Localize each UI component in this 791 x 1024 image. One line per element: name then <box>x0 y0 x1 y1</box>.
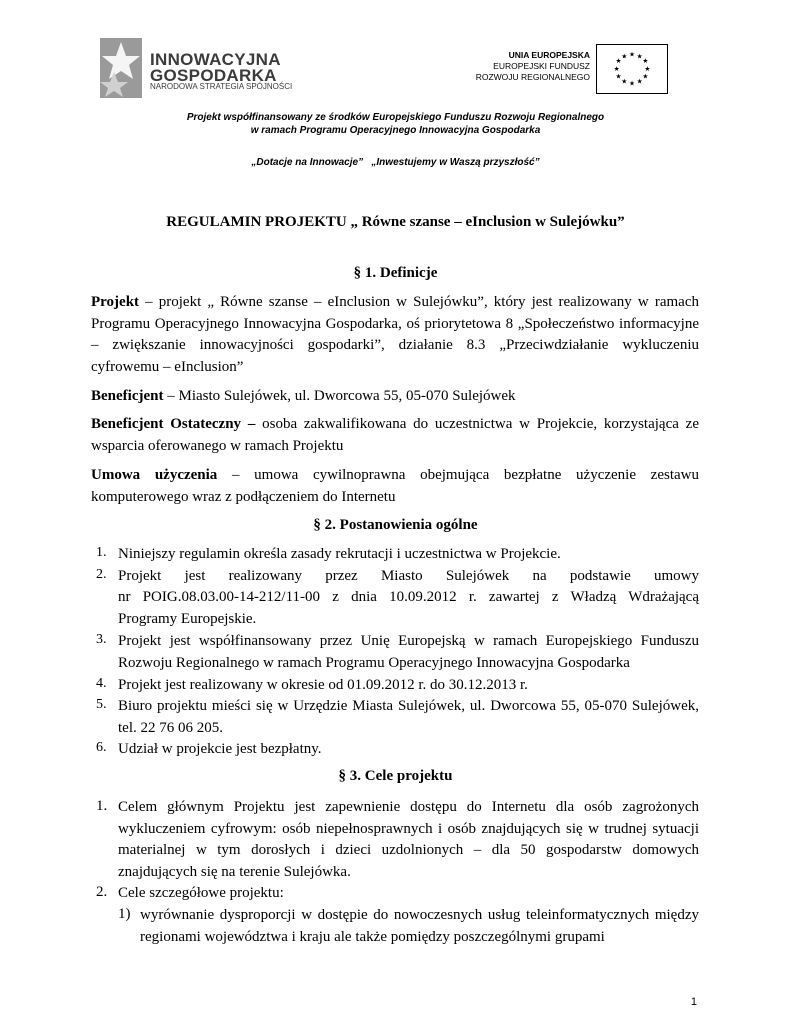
svg-text:★: ★ <box>621 52 628 61</box>
eu-logo-line3: ROZWOJU REGIONALNEGO <box>475 72 590 82</box>
svg-text:★: ★ <box>628 50 636 59</box>
cofinance-line2: w ramach Programu Operacyjnego Innowacyjna Gospodarka <box>250 125 541 136</box>
list-item-line: nr POIG.08.03.00-14-212/11-00 z dnia 10.09.2012 r. zawartej z Władzą Wdrażającą <box>118 589 699 605</box>
svg-text:★: ★ <box>636 52 643 61</box>
eu-logo-line1: UNIA EUROPEJSKA <box>508 50 590 60</box>
list-item-line: Programy Europejskie. <box>118 611 257 627</box>
cofinance-line1: Projekt współfinansowany ze środków Europejskiego Funduszu Rozwoju Regionalnego <box>186 112 605 123</box>
list-item-number: 2. <box>96 884 108 900</box>
list-item: Projekt jest współfinansowany przez Unię Europejską w ramach Europejskiego Funduszu Rozwoju Regionalnego w ramach Programu Operacyjnego Innowacyjna Gospodarka <box>118 633 699 671</box>
list-item-number: 5. <box>96 697 107 712</box>
definition-text: – projekt „ Równe szanse – eInclusion w Sulejówku”, który jest realizowany w ramach Programu Operacyjnego Innowacyjna Gospodarka, oś priorytetowa 8 „Społeczeństwo informacyjne – zwiększanie innowacyjności gospodarki”, działanie 8.3 „Przeciwdziałanie wykluczeniu cyfrowemu – eInclusion” <box>91 294 699 375</box>
definition-text: osoba zakwalifikowana do uczestnictwa w Projekcie, korzystająca ze wsparcia oferowanego w ramach Projektu <box>91 416 699 454</box>
list-item-line: Projekt jest realizowany przez Miasto Sulejówek na podstawie umowy <box>118 568 699 584</box>
svg-text:★: ★ <box>615 57 622 66</box>
list-item: Biuro projektu mieści się w Urzędzie Miasta Sulejówek, ul. Dworcowa 55, 05-070 Sulejówek, tel. 22 76 06 205. <box>118 698 699 736</box>
definition-term: Beneficjent <box>91 388 164 404</box>
definition-umowa <box>91 465 699 508</box>
eu-logo-line2: EUROPEJSKI FUNDUSZ <box>493 61 590 71</box>
svg-text:★: ★ <box>644 64 651 73</box>
svg-text:★: ★ <box>642 72 649 81</box>
list-item: Niniejszy regulamin określa zasady rekrutacji i uczestnictwa w Projekcie. <box>118 546 561 562</box>
section2-heading: § 2. Postanowienia ogólne <box>313 517 478 533</box>
list-item-number: 1. <box>96 798 108 814</box>
eu-logo <box>475 44 668 96</box>
definition-term: Beneficjent Ostateczny – <box>91 416 256 432</box>
document-title: REGULAMIN PROJEKTU „ Równe szanse – eInclusion w Sulejówku” <box>166 214 625 230</box>
definition-projekt <box>91 292 699 378</box>
definition-text: – Miasto Sulejówek, ul. Dworcowa 55, 05-070 Sulejówek <box>163 388 516 404</box>
svg-text:★: ★ <box>613 64 620 73</box>
list-item-number: 6. <box>96 740 107 755</box>
slogans: „Dotacje na Innowacje” „Inwestujemy w Waszą przyszłość” <box>251 157 540 168</box>
svg-text:★: ★ <box>642 57 649 66</box>
section1-heading: § 1. Definicje <box>353 265 438 281</box>
eu-logo-text <box>476 50 590 83</box>
svg-text:★: ★ <box>628 79 636 88</box>
star-logo-icon <box>100 38 142 98</box>
sublist-item: wyrównanie dysproporcji w dostępie do nowoczesnych usług teleinformatycznych między regionami województwa i kraju ale także pomiędzy poszczególnymi grupami <box>140 907 699 945</box>
list-item-number: 1. <box>96 545 107 560</box>
svg-text:★: ★ <box>615 72 622 81</box>
list-item-number: 2. <box>96 567 107 582</box>
list-item-number: 3. <box>96 632 107 647</box>
definition-text: – umowa cywilnoprawna obejmująca bezpłatne użyczenie zestawu komputerowego wraz z podłączeniem do Internetu <box>91 467 699 505</box>
definition-beneficjent-ostateczny <box>91 414 699 457</box>
list-item: Celem głównym Projektu jest zapewnienie dostępu do Internetu dla osób zagrożonych wykluczeniem cyfrowym: osób niepełnosprawnych i osób znajdujących się w trudnej sytuacji materialnej w tym dorosłych i dzieci uzdolnionych – dla 50 gospodarstw domowych znajdujących się na terenie Sulejówka. <box>118 799 699 880</box>
definition-beneficjent <box>91 386 699 408</box>
logo-title-line2: GOSPODARKA <box>150 66 277 85</box>
sublist-item-number: 1) <box>118 906 131 922</box>
innowacyjna-gospodarka-logo <box>100 38 300 100</box>
list-item-number: 4. <box>96 676 107 691</box>
section3-heading: § 3. Cele projektu <box>338 768 453 784</box>
definition-term: Umowa użyczenia <box>91 467 218 483</box>
svg-text:★: ★ <box>621 77 628 86</box>
page-number: 1 <box>690 996 697 1008</box>
list-item: Udział w projekcie jest bezpłatny. <box>118 741 322 757</box>
logo-title-line1: INNOWACYJNA <box>150 50 281 69</box>
svg-text:★: ★ <box>636 77 643 86</box>
eu-flag-icon <box>596 44 668 94</box>
logo-subtitle: NARODOWA STRATEGIA SPÓJNOŚCI <box>150 82 293 91</box>
list-item: Cele szczegółowe projektu: <box>118 885 284 901</box>
definition-term: Projekt <box>91 294 140 310</box>
list-item: Projekt jest realizowany w okresie od 01.09.2012 r. do 30.12.2013 r. <box>118 677 528 693</box>
